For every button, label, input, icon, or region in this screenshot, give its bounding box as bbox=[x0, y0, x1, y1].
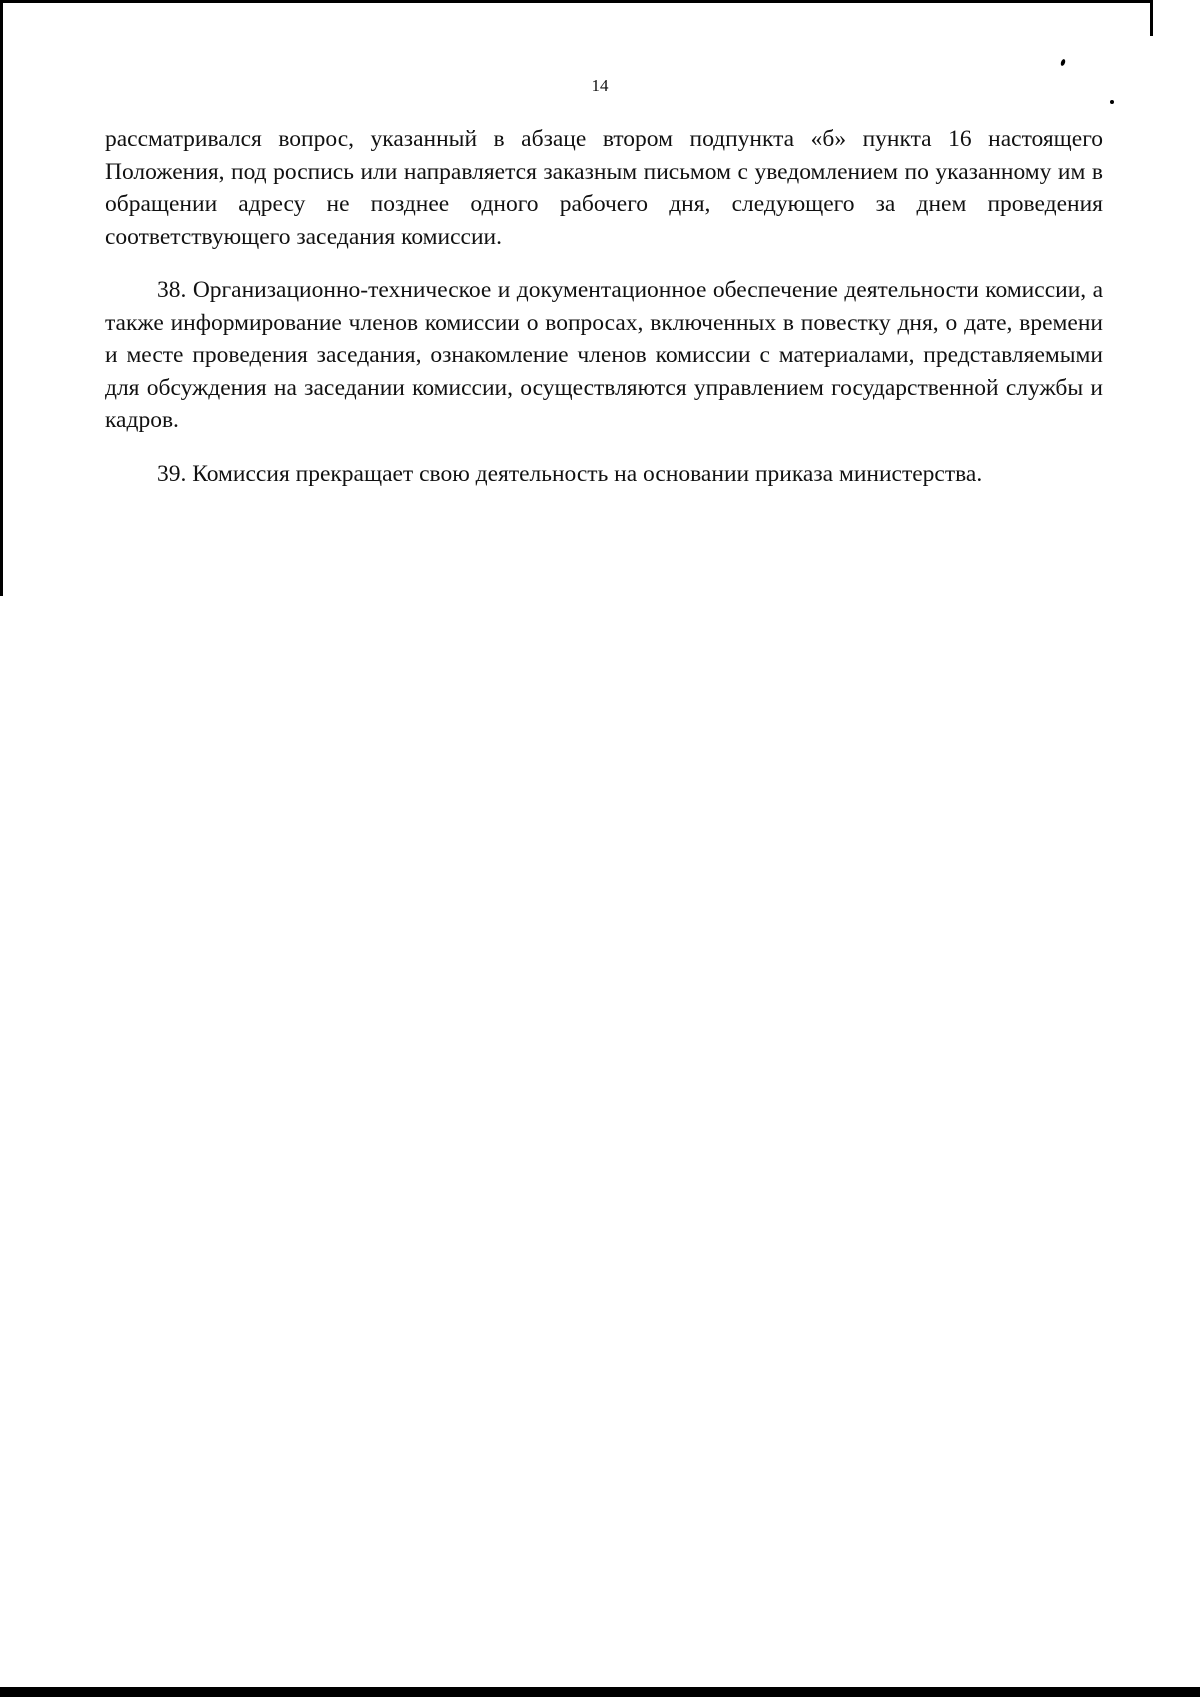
scan-edge-right bbox=[1150, 0, 1153, 36]
paragraph-number: 39. bbox=[157, 460, 187, 487]
paragraph-text: Организационно-техническое и документационное обеспечение деятельности комиссии, а также информирование членов комиссии о вопросах, включенных в повестку дня, о дате, времени и месте проведения заседания, ознакомление членов комиссии с материалами, представляемыми для обсуждения на заседании комиссии, осуществляются управлением государственной службы и кадров. bbox=[105, 277, 1104, 433]
scan-speck bbox=[1060, 59, 1066, 67]
paragraph-text: рассматривался вопрос, указанный в абзаце втором подпункта «б» пункта 16 настоящего Положения, под роспись или направляется заказным письмом с уведомлением по указанному им в обращении адресу не позднее одного рабочего дня, следующего за днем проведения соответствующего заседания комиссии. bbox=[105, 126, 1103, 250]
paragraph-39 bbox=[105, 458, 1103, 491]
scan-edge-top bbox=[0, 0, 1152, 3]
paragraph-text: Комиссия прекращает свою деятельность на основании приказа министерства. bbox=[192, 460, 983, 487]
page-number: 14 bbox=[591, 76, 609, 95]
scan-speck bbox=[1110, 100, 1114, 104]
paragraph-number: 38. bbox=[157, 277, 187, 303]
paragraph-continued bbox=[105, 123, 1103, 253]
document-body bbox=[105, 123, 1103, 490]
paragraph-38 bbox=[105, 274, 1103, 437]
scan-edge-bottom bbox=[0, 1687, 1200, 1697]
